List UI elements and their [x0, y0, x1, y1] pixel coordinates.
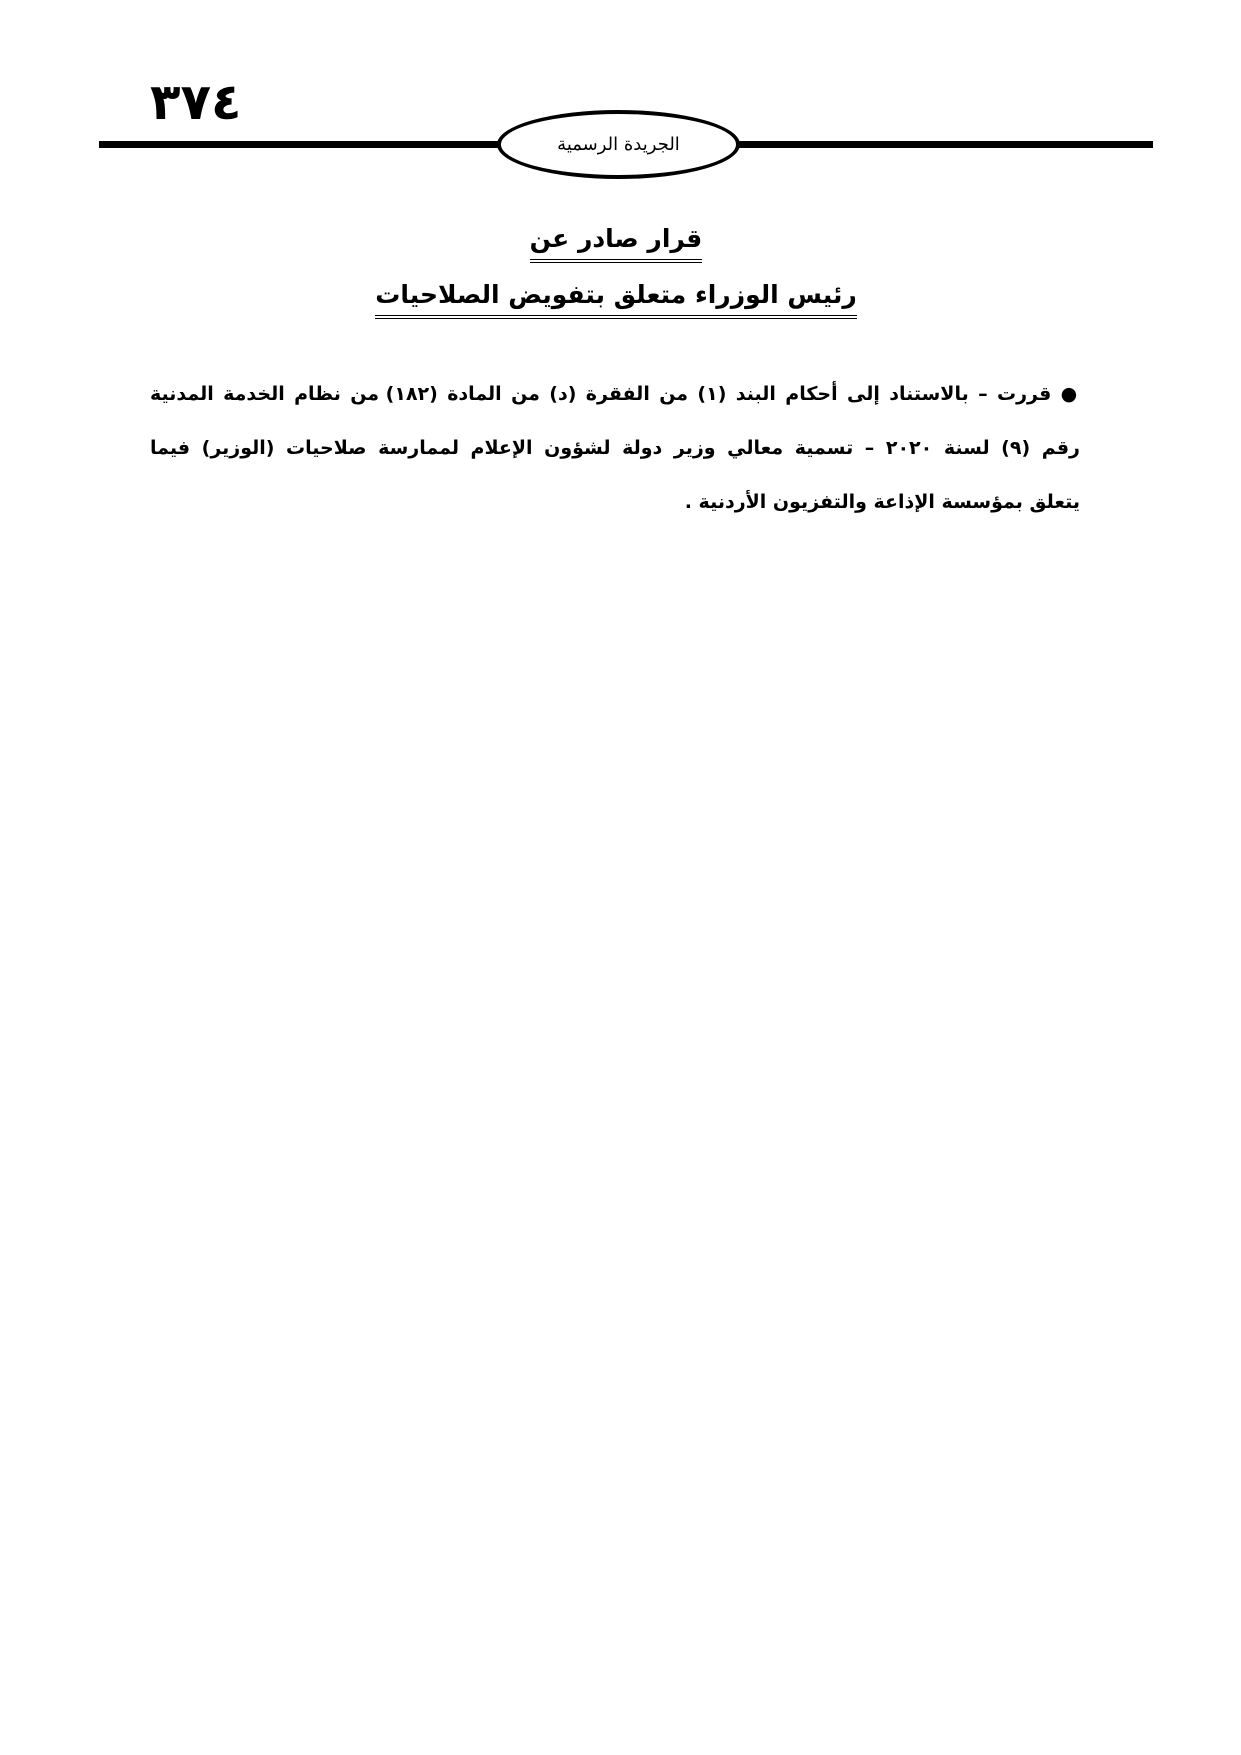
- title-line-1: قرار صادر عن: [530, 222, 703, 263]
- title-line-2: رئيس الوزراء متعلق بتفويض الصلاحيات: [375, 278, 857, 319]
- title-line-2-row: [152, 278, 1080, 334]
- text-line-1: ● قررت – بالاستناد إلى أحكام البند (١) من الفقرة (د) من المادة (١٨٢) من نظام الخدمة المدنية: [150, 383, 1080, 405]
- decision-title: [152, 222, 1080, 334]
- text-line-2: رقم (٩) لسنة ٢٠٢٠ – تسمية معالي وزير دولة لشؤون الإعلام لممارسة صلاحيات (الوزير) فيما: [150, 437, 1080, 459]
- text-line-3: يتعلق بمؤسسة الإذاعة والتفزيون الأردنية .: [684, 491, 1080, 513]
- title-line-1-row: [152, 222, 1080, 278]
- page-number: ٣٧٤: [150, 73, 242, 131]
- gazette-name: الجريدة الرسمية: [557, 134, 680, 155]
- gazette-name-oval: [497, 110, 740, 179]
- decision-text: [150, 376, 1080, 538]
